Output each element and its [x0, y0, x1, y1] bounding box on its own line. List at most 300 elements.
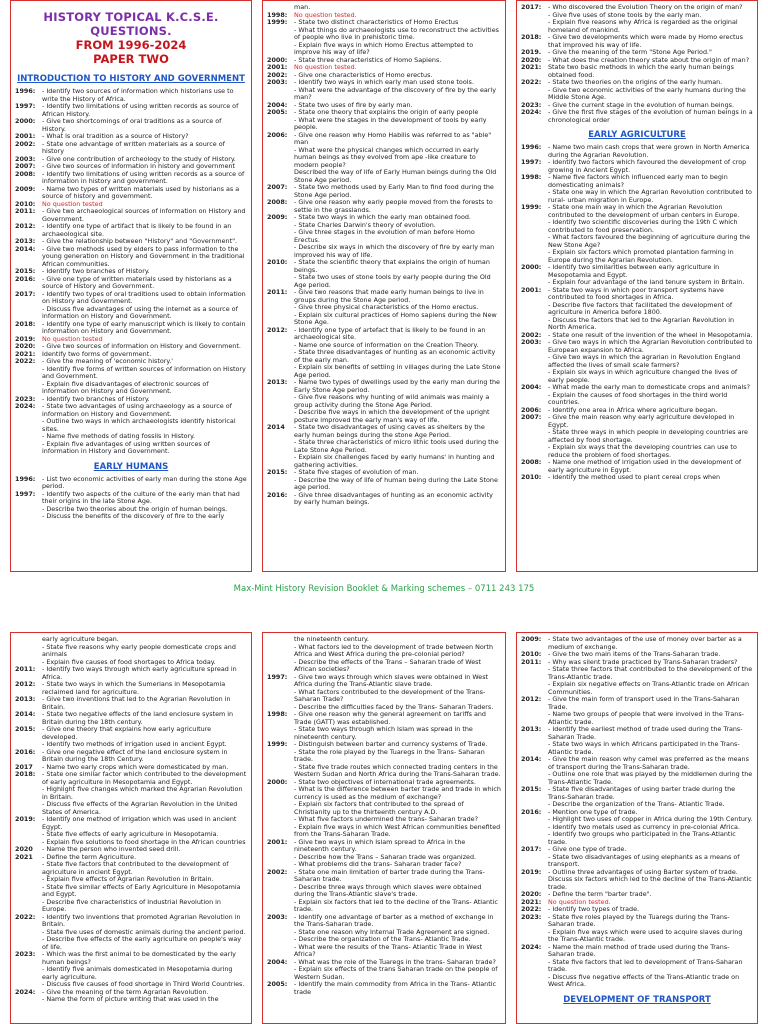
question-text: No question tested. [294, 63, 357, 71]
question-text: - Explain six ways in which agriculture changed the lives of early people. [548, 368, 738, 384]
question-text: - State one main limitation of barter trade during the Trans- Saharan trade. [294, 867, 485, 883]
question-year [521, 219, 548, 234]
question-year [15, 929, 42, 937]
question-year: 2000: [15, 117, 36, 125]
question-entry [15, 726, 247, 741]
question-text: - Highlight two uses of copper in Africa during the 19th Century. [548, 815, 753, 823]
question-year: 2013: [15, 237, 36, 245]
question-year: 2020: [15, 342, 36, 350]
question-entry [267, 424, 501, 439]
question-entry [267, 244, 501, 259]
question-text: - State two objectives of international trade agreements. [294, 777, 476, 786]
question-text: - Mention one type of trade. [548, 807, 638, 816]
question-entry [15, 771, 247, 786]
question-year [521, 369, 548, 384]
question-year [521, 831, 548, 846]
question-entry [267, 454, 501, 469]
question-text: - What problems did the trans- Saharan trader face? [294, 860, 462, 868]
question-text: No question tested [42, 199, 103, 208]
question-year: 2013: [15, 695, 36, 703]
question-year [267, 726, 294, 741]
question-entry [267, 869, 501, 884]
question-text: - Give the main reason why early agriculture developed in Egypt. [548, 413, 735, 429]
question-text: - What five factors undermined the trans- Saharan trade? [294, 815, 478, 823]
question-entry [15, 306, 247, 321]
section-heading-intro: INTRODUCTION TO HISTORY AND GOVERNMENT [17, 74, 245, 84]
question-entry [267, 27, 501, 42]
question-text: - Describe the effects of the Trans – Saharan trade of West African societies? [294, 657, 482, 673]
question-text: - Give two sources of information in history and government [42, 162, 236, 170]
question-year: 2007: [521, 413, 542, 421]
question-entry [267, 289, 501, 304]
question-year [15, 513, 42, 521]
question-entry [15, 491, 247, 506]
question-text: - Identify two scientific discoveries during the 19th C which contributed to food preservation. [548, 218, 738, 234]
question-entry [521, 876, 753, 891]
question-entry [15, 246, 247, 269]
question-year: 2020: [521, 55, 542, 64]
question-text: - Give two ways in which Islam spread to Africa in the nineteenth century. [294, 837, 466, 853]
question-text: - State two ways in which Africans participated in the Trans-Atlantic trade. [548, 740, 740, 756]
question-text: - Give one reason why the general agreement on tariffs and Trade (GATT) was established. [294, 710, 486, 726]
question-entry [521, 944, 753, 959]
question-entry [267, 786, 501, 801]
question-year: 2016: [15, 747, 36, 756]
question-entry [267, 327, 501, 342]
question-text: - Highlight five changes which marked the Agrarian Revolution in Britain. [42, 785, 243, 801]
question-text: - Explain six factors that contributed to the spread of Christianity up to the thirteenth century A.D. [294, 800, 464, 816]
question-text: - Identify two factors which favoured the development of crop growing in Ancient Egypt. [548, 158, 747, 174]
question-year [15, 996, 42, 1004]
question-year [15, 884, 42, 899]
question-text: - State five factors that led to development of Trans-Saharan trade. [548, 957, 743, 973]
question-year: 1996: [15, 87, 36, 95]
question-text: - Describe six ways in which the discovery of fire by early man improved his way of life. [294, 243, 495, 259]
question-text: - Identify two sources of information which historians use to write the History of Africa. [42, 87, 234, 103]
question-year [15, 636, 42, 644]
question-year: 2014: [15, 710, 36, 718]
question-year [521, 876, 548, 891]
question-entry [521, 741, 753, 756]
question-year: 2013: [521, 725, 542, 733]
question-year: 2018: [521, 33, 542, 41]
question-year: 2020: [521, 890, 542, 898]
question-text: - Give two sources of information on History and Government. [42, 342, 241, 350]
question-year: 2017: [521, 845, 542, 853]
question-entry [267, 409, 501, 424]
question-year: 2014: [521, 755, 542, 763]
question-year [267, 409, 294, 424]
question-year: 2002: [267, 867, 288, 876]
question-entry [267, 689, 501, 704]
question-entry [521, 726, 753, 741]
question-year: 2000: [521, 263, 542, 271]
question-text: - State five factors that contributed to the development of agriculture in ancient Egypt. [42, 860, 229, 876]
question-year [15, 506, 42, 514]
question-year: 2023: [15, 394, 36, 403]
question-entry [15, 644, 247, 659]
question-text: - Name two types of dwellings used by the early man during the Early Stone Age period. [294, 378, 500, 394]
question-text: Described the way of life of Early Human beings during the Old Stone Age period. [294, 168, 497, 184]
question-text: - Which was the first animal to be domesticated by the early human beings? [42, 950, 236, 966]
question-year [267, 884, 294, 899]
question-text: - Give the two main items of the Trans-Saharan trade. [548, 650, 721, 658]
question-text: No question tested. [548, 897, 611, 906]
question-entry [267, 349, 501, 364]
question-year: 2008: [521, 458, 542, 466]
question-year: 2024: [521, 942, 542, 951]
question-year [267, 854, 294, 862]
question-text: - Identify one method of irrigation which was used in ancient Egypt. [42, 815, 237, 831]
question-entry [521, 34, 753, 49]
question-entry [267, 229, 501, 244]
question-list [521, 4, 753, 124]
question-list [15, 476, 247, 521]
question-entry [267, 492, 501, 507]
question-entry [15, 208, 247, 223]
question-year: 2009: [267, 213, 288, 221]
question-entry [521, 249, 753, 264]
question-year [267, 936, 294, 944]
question-text: - Name two early crops which were domesticated by man. [42, 762, 229, 771]
question-text: - Name the person who invented seed drill. [42, 845, 181, 853]
question-year: 2017: [15, 289, 36, 298]
question-text: - Identify two types of oral traditions used to obtain information on History and Government. [42, 289, 246, 305]
question-year [521, 249, 548, 264]
title-block [15, 10, 247, 66]
question-entry [15, 321, 247, 336]
question-text: - Name the form of picture writing that was used in the [42, 995, 219, 1003]
question-year: 2005: [267, 980, 288, 988]
question-entry [15, 666, 247, 681]
question-year: 2014 [267, 423, 285, 431]
question-entry [521, 429, 753, 444]
doc-paper: PAPER TWO [93, 52, 169, 66]
question-text: man. [294, 3, 311, 11]
question-year: 2005: [267, 108, 288, 116]
question-entry [521, 444, 753, 459]
question-entry [15, 103, 247, 118]
question-entry [267, 764, 501, 779]
question-text: - Identify one advantage of barter as a method of exchange in the Trans-Saharan trade. [294, 912, 494, 928]
question-entry [267, 749, 501, 764]
question-entry [267, 659, 501, 674]
question-year: 1998: [267, 710, 288, 718]
question-entry [15, 381, 247, 396]
question-entry [521, 854, 753, 869]
question-year: 2022: [15, 912, 36, 921]
question-text: - Identify two limitations of using written records as a source of information in history and government. [42, 169, 245, 185]
question-entry [15, 884, 247, 899]
question-text: - Explain five advantages of using written sources of information in History and Government. [42, 439, 210, 455]
question-year: 2019: [15, 815, 36, 823]
question-entry [521, 914, 753, 929]
question-entry [267, 274, 501, 289]
question-text: Discuss six factors which led to the decline of the Trans-Atlantic trade. [548, 875, 752, 891]
question-year [267, 824, 294, 839]
question-entry [267, 824, 501, 839]
question-entry [521, 159, 753, 174]
question-year [15, 966, 42, 981]
question-year [521, 87, 548, 102]
question-text: - Explain six factors which promoted plantation farming in Europe during the Agrarian Revolution. [548, 248, 734, 264]
question-year [521, 444, 548, 459]
question-text: - Describe the organization of the Trans- Atlantic Trade. [294, 935, 471, 943]
doc-years: FROM 1996-2024 [75, 38, 187, 52]
question-year [15, 381, 42, 396]
question-text: - Give the main reason why camel was preferred as the means of transport during the Trans-Saharan trade. [548, 755, 749, 771]
question-text: - Give one type of trade. [548, 845, 627, 853]
question-text: - Describe three ways through which slaves were obtained during the Trans-Atlantic slave's trade. [294, 882, 482, 898]
question-text: - State one way in which the Agrarian Revolution contributed to rural- urban migration in Europe. [548, 188, 752, 204]
question-year [15, 861, 42, 876]
question-text: - Give two economic activities of the early humans during the Middle Stone Age. [548, 85, 746, 101]
question-year [267, 636, 294, 644]
question-text: - State two negative effects of the land enclosure system in Britain during the 18th century. [42, 710, 234, 726]
question-text: - Give the main form of transport used in the Trans-Saharan Trade. [548, 695, 740, 711]
question-text: - State two uses of fire by early man. [294, 100, 413, 109]
question-text: - Discuss five negative effects of the Trans-Atlantic trade on West Africa. [548, 972, 740, 988]
question-text: - State five reasons why early people domesticate crops and animals [42, 642, 236, 658]
question-year: 2009: [15, 184, 36, 193]
question-text: - Identify two similarities between early agriculture in Mesopotamia and Egypt. [548, 263, 720, 279]
question-entry [267, 711, 501, 726]
question-year: 2012: [267, 325, 288, 334]
question-text: - State one similar factor which contributed to the development of early agriculture in Mesopotamia and Egypt. [42, 770, 247, 786]
question-year [15, 433, 42, 441]
question-text: - What factors favoured the beginning of agriculture during the New Stone Age? [548, 233, 751, 249]
question-entry [267, 884, 501, 899]
question-entry [521, 339, 753, 354]
question-year: 2002: [267, 70, 288, 79]
question-entry [267, 674, 501, 689]
question-text: - State three ways in which people in developing countries are affected by food shortage. [548, 428, 748, 444]
question-entry [15, 476, 247, 491]
question-text: - Explain six ways that the developing countries can use to reduce the problem of food shortages. [548, 443, 737, 459]
question-text: - State five uses of domestic animals during the ancient period. [42, 927, 246, 936]
question-entry [521, 204, 753, 219]
question-text: - Give two reasons that made early human beings to live in groups during the Stone Age period. [294, 288, 484, 304]
question-year [15, 876, 42, 884]
question-text: - State the scientific theory that explains the origin of human beings. [294, 258, 490, 274]
question-entry [15, 513, 247, 521]
question-text: - Identify one type of artifact that is likely to be found in an archaeological site. [42, 222, 232, 238]
question-year: 2003: [267, 78, 288, 86]
question-year: 2024: [15, 987, 36, 996]
section-heading-early-agriculture: EARLY AGRICULTURE [588, 130, 686, 140]
question-year [267, 169, 294, 184]
question-text: - State one advantage of written materials as a source of history [42, 139, 225, 155]
question-text: - Identify two inventions that promoted Agrarian Revolution in Britain. [42, 912, 241, 928]
question-entry [15, 223, 247, 238]
question-entry [267, 726, 501, 741]
question-text: - Give two ways in which the Agrarian Revolution contributed to European expansion to Africa. [548, 338, 753, 354]
question-text: - Explain four advantage of the land tenure system in Britain. [548, 278, 745, 286]
question-entry [15, 914, 247, 929]
question-year [267, 689, 294, 704]
question-year: 2008: [15, 169, 36, 178]
question-entry [15, 861, 247, 876]
question-text: - State two methods used by Early Man to find food during the Stone Age period. [294, 183, 494, 199]
question-year: 2022: [15, 357, 36, 365]
question-entry [15, 786, 247, 801]
question-text: - What were the advantage of the discovery of fire by the early man? [294, 85, 496, 101]
question-text: - Give the first five stages of the evolution of human beings in a chronological order [548, 108, 753, 124]
question-year: 2010: [15, 199, 36, 208]
question-list [15, 88, 247, 456]
question-year [521, 189, 548, 204]
question-text: - Give the current stage in the evolution of human beings. [548, 100, 735, 109]
question-year [267, 929, 294, 937]
question-text: - State two theories on the origins of the early human. [548, 78, 723, 86]
question-year: 2021: [15, 349, 36, 358]
question-text: - Explain six factors that led to the decline of the Trans- Atlantic trade. [294, 897, 498, 913]
question-text: - Distinguish between barter and currency systems of Trade. [294, 740, 488, 748]
question-entry [267, 394, 501, 409]
section-heading-transport: DEVELOPMENT OF TRANSPORT [563, 994, 711, 1005]
question-year: 2007: [15, 162, 36, 170]
question-text: - Describe the difficulties faced by the Trans- Saharan Traders. [294, 702, 494, 711]
question-year [15, 831, 42, 839]
question-year [521, 317, 548, 332]
question-year [521, 392, 548, 407]
question-text: - State three disadvantages of hunting as an economic activity of the early man. [294, 348, 496, 364]
question-year [267, 816, 294, 824]
question-year [521, 929, 548, 944]
question-entry [15, 711, 247, 726]
question-year [267, 87, 294, 102]
question-year [267, 304, 294, 312]
question-text: - Give two ways through which slaves were obtained in West Africa during the Trans-Atlantic slave trade. [294, 672, 489, 688]
question-text: - Explain six effects of the trans Saharan trade on the people of Western Sudan. [294, 965, 498, 981]
question-entry [15, 801, 247, 816]
question-text: - Outline one role that was played by the middlemen during the Trans-Atlantic Trade. [548, 770, 753, 786]
question-year [267, 439, 294, 454]
question-text: - What were the stages in the development of tools by early people. [294, 115, 487, 131]
question-entry [521, 64, 753, 79]
question-text: - Give three disadvantages of hunting as an economic activity by early human beings. [294, 490, 493, 506]
question-entry [267, 379, 501, 394]
question-entry [267, 981, 501, 996]
question-text: - State five similar effects of Early Agriculture in Mesopotamia and Egypt. [42, 882, 241, 898]
question-year [521, 974, 548, 989]
question-entry [267, 42, 501, 57]
question-year [267, 244, 294, 259]
question-entry [15, 966, 247, 981]
question-year [521, 354, 548, 369]
question-entry [15, 366, 247, 381]
question-text: - Identify one type of early manuscript which is likely to contain information on History and Government. [42, 319, 246, 335]
question-text: early agriculture began. [42, 635, 119, 643]
question-entry [15, 291, 247, 306]
question-text: - State three factors that contributed to the development of the Trans-Atlantic trade. [548, 665, 753, 681]
question-text: - Explain six cultural practices of Homo sapiens during the New Stone Age. [294, 310, 497, 326]
question-list [521, 636, 753, 989]
question-text: - Give two methods used by elders to pass information to the young generation on History and Government in the traditional African communities. [42, 244, 245, 268]
question-year: 2006: [267, 130, 288, 139]
question-year [15, 418, 42, 433]
question-text: - Identify five animals domesticated in Mesopotamia during early agriculture. [42, 965, 233, 981]
question-entry [521, 696, 753, 711]
question-year: 2023: [521, 912, 542, 921]
question-text: - Describe five factors that facilitated the development of agriculture in America before 1800. [548, 300, 733, 316]
question-year: 2001: [15, 132, 36, 140]
question-text: - State Charles Darwin's theory of evolution. [294, 220, 436, 229]
question-text: - Describe two theories about the origin of human beings. [42, 504, 228, 513]
question-year: 2018: [15, 319, 36, 328]
question-entry [267, 644, 501, 659]
question-year [267, 312, 294, 327]
question-text: - Outline two ways in which archaeologists identify historical sites. [42, 417, 236, 433]
question-text: - Describe the organization of the Trans- Atlantic Trade. [548, 800, 725, 808]
question-text: - Give the meaning of 'economic history.' [42, 357, 174, 365]
question-year: 1997: [521, 158, 542, 166]
question-text: - State two disadvantages of using elephants as a means of transport. [548, 852, 740, 868]
question-text: - Explain the causes of food shortages in the third world countries. [548, 390, 728, 406]
question-year [267, 394, 294, 409]
question-text: - Identify two limitations of using written records as source of African History. [42, 102, 239, 118]
question-entry [267, 477, 501, 492]
question-year [15, 644, 42, 659]
question-entry [521, 287, 753, 302]
question-entry [521, 219, 753, 234]
question-year [521, 12, 548, 20]
question-text: - State five roles played by the Tuaregs during the Trans-Saharan trade. [548, 912, 730, 928]
question-entry [15, 403, 247, 418]
question-text: - Discuss five advantages of using the internet as a source of information on History and Government. [42, 304, 238, 320]
question-year [15, 936, 42, 951]
question-text: - Give five uses of stone tools by the early man. [548, 10, 702, 19]
question-entry [15, 749, 247, 764]
question-year [521, 711, 548, 726]
page-two [10, 632, 758, 1024]
question-year: 2010: [521, 473, 542, 481]
question-entry [521, 474, 753, 482]
question-entry [521, 354, 753, 369]
question-text: - Describe five characteristics of Industrial Revolution in Europe. [42, 897, 221, 913]
question-entry [267, 364, 501, 379]
question-year: 2019. [521, 48, 542, 56]
question-text: No question tested [42, 334, 103, 343]
question-year: 2001: [521, 285, 542, 294]
question-text: - State two ways in which the Sumerians in Mesopotamia reclaimed land for agriculture. [42, 680, 226, 696]
question-text: - List two economic activities of early man during the stone Age period. [42, 474, 247, 490]
question-entry [267, 839, 501, 854]
question-year [15, 786, 42, 801]
question-year [521, 771, 548, 786]
question-entry [15, 171, 247, 186]
question-year: 2023: [521, 100, 542, 109]
question-year: 2001: [267, 837, 288, 846]
question-entry [521, 756, 753, 771]
question-text: - Name two types of written materials used by historians as a source of history and government. [42, 184, 240, 200]
question-year [267, 899, 294, 914]
question-text: - Explain six challenges faced by early humans' in hunting and gathering activities. [294, 453, 495, 469]
question-text: - State three characteristics of Homo Sapiens. [294, 55, 442, 64]
question-year: 2023: [15, 950, 36, 958]
question-list [267, 636, 501, 996]
question-entry [521, 144, 753, 159]
question-entry [15, 418, 247, 433]
question-entry [521, 414, 753, 429]
question-text: - State five stages of evolution of man. [294, 468, 419, 476]
question-entry [15, 441, 247, 456]
question-year: 1996: [521, 143, 542, 151]
question-year [267, 229, 294, 244]
question-year: 2015: [521, 785, 542, 793]
question-year: 2001: [267, 63, 288, 71]
question-text: - Explain five ways in which Homo Erectus attempted to improve his way of life? [294, 40, 474, 56]
